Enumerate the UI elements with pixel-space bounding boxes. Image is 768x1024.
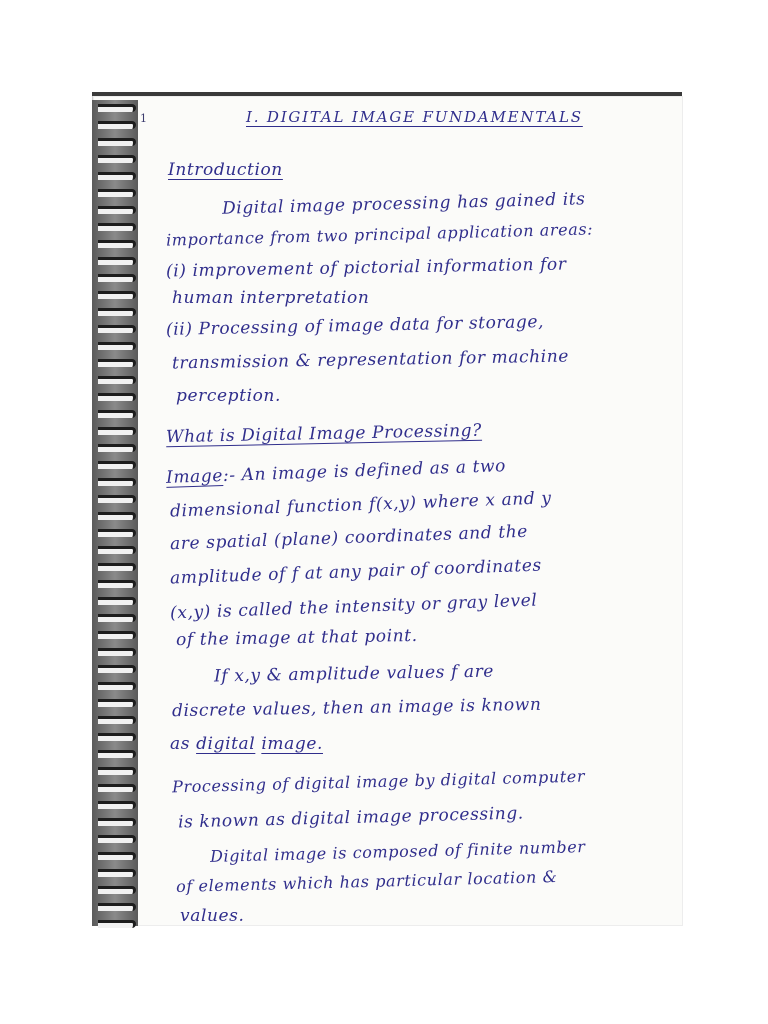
spiral-ring bbox=[98, 869, 136, 877]
spiral-ring bbox=[98, 155, 136, 163]
text-line: discrete values, then an image is known bbox=[171, 694, 542, 722]
spiral-ring bbox=[98, 835, 136, 843]
spiral-ring bbox=[98, 580, 136, 588]
spiral-ring bbox=[98, 274, 136, 282]
spiral-ring bbox=[98, 308, 136, 316]
image-label: Image bbox=[165, 465, 224, 488]
text-line: of elements which has particular location & bbox=[175, 867, 558, 896]
spiral-ring bbox=[98, 393, 136, 401]
text-line: values. bbox=[180, 906, 245, 926]
spiral-ring bbox=[98, 665, 136, 673]
page-title: I. DIGITAL IMAGE FUNDAMENTALS bbox=[246, 108, 583, 126]
spiral-ring bbox=[98, 750, 136, 758]
spiral-ring bbox=[98, 291, 136, 299]
spiral-ring bbox=[98, 104, 136, 112]
text-line: (x,y) is called the intensity or gray level bbox=[169, 590, 538, 624]
spiral-ring bbox=[98, 597, 136, 605]
text-line: human interpretation bbox=[172, 288, 370, 308]
spiral-ring bbox=[98, 410, 136, 418]
spiral-ring bbox=[98, 631, 136, 639]
image-word: image. bbox=[261, 734, 323, 754]
spiral-ring bbox=[98, 427, 136, 435]
spiral-ring bbox=[98, 852, 136, 860]
text-line: perception. bbox=[176, 386, 281, 406]
text-line: If x,y & amplitude values f are bbox=[213, 661, 495, 687]
spiral-ring bbox=[98, 359, 136, 367]
spiral-ring bbox=[98, 648, 136, 656]
spiral-ring bbox=[98, 818, 136, 826]
spiral-ring bbox=[98, 495, 136, 503]
intro-heading: Introduction bbox=[168, 160, 283, 180]
digital-word: digital bbox=[196, 734, 256, 754]
spiral-ring bbox=[98, 257, 136, 265]
spiral-ring bbox=[98, 614, 136, 622]
spiral-ring bbox=[98, 444, 136, 452]
spiral-ring bbox=[98, 563, 136, 571]
text-line: Digital image is composed of finite number bbox=[209, 837, 586, 866]
spiral-ring bbox=[98, 376, 136, 384]
page-number: 1 bbox=[140, 112, 147, 125]
spiral-ring bbox=[98, 529, 136, 537]
spiral-ring bbox=[98, 546, 136, 554]
spiral-ring bbox=[98, 920, 136, 928]
spiral-ring bbox=[98, 767, 136, 775]
spiral-ring bbox=[98, 138, 136, 146]
spiral-ring bbox=[98, 801, 136, 809]
section-heading: What is Digital Image Processing? bbox=[165, 420, 483, 448]
spiral-ring bbox=[98, 461, 136, 469]
spiral-ring bbox=[98, 189, 136, 197]
spiral-ring bbox=[98, 172, 136, 180]
spiral-ring bbox=[98, 512, 136, 520]
text-line bbox=[170, 734, 323, 754]
as-prefix: as bbox=[170, 734, 191, 754]
image-definition: :- An image is defined as a two bbox=[222, 456, 507, 486]
text-line: are spatial (plane) coordinates and the bbox=[169, 521, 529, 555]
spiral-ring bbox=[98, 784, 136, 792]
text-line: dimensional function f(x,y) where x and y bbox=[169, 488, 552, 522]
spiral-ring bbox=[98, 886, 136, 894]
spiral-ring bbox=[98, 699, 136, 707]
spiral-ring bbox=[98, 682, 136, 690]
text-line: transmission & representation for machine bbox=[171, 346, 570, 374]
text-line: of the image at that point. bbox=[175, 625, 418, 651]
text-line: (i) improvement of pictorial information for bbox=[165, 254, 567, 282]
spiral-ring bbox=[98, 716, 136, 724]
spiral-ring bbox=[98, 733, 136, 741]
text-line: Digital image processing has gained its bbox=[221, 189, 586, 219]
spiral-ring bbox=[98, 223, 136, 231]
spiral-ring bbox=[98, 206, 136, 214]
spiral-ring bbox=[98, 903, 136, 911]
text-line: Processing of digital image by digital computer bbox=[171, 766, 586, 797]
spiral-ring bbox=[98, 478, 136, 486]
text-line: is known as digital image processing. bbox=[177, 803, 525, 833]
spiral-ring bbox=[98, 325, 136, 333]
text-line: (ii) Processing of image data for storage, bbox=[165, 312, 545, 340]
spiral-ring bbox=[98, 342, 136, 350]
text-line: importance from two principal application areas: bbox=[165, 219, 594, 250]
text-line: amplitude of f at any pair of coordinates bbox=[169, 555, 543, 589]
spiral-ring bbox=[98, 121, 136, 129]
spiral-ring bbox=[98, 240, 136, 248]
